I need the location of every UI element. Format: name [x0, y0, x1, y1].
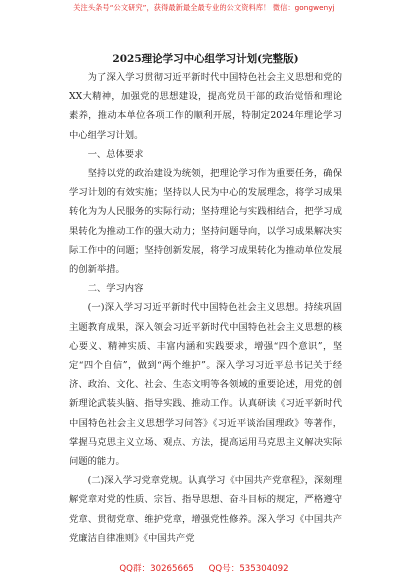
qq-number-text: QQ号：535304092 [208, 564, 289, 574]
section-heading-general-requirements: 一、总体要求 [87, 148, 144, 160]
document-body [69, 52, 342, 548]
intro-paragraph: 为了深入学习贯彻习近平新时代中国特色社会主义思想和党的XX大精神，加强党的思想建设，提高党员干部的政治觉悟和理论素养，推动本单位各项工作的顺利开展，特制定2024年理论学习中心组学习计划。 [69, 72, 342, 141]
general-requirements-paragraph: 坚持以党的政治建设为统领，把理论学习作为重要任务，确保学习计划的有效实施；坚持以人民为中心的发展理念，将学习成果转化为为人民服务的实际行动；坚持理论与实践相结合，把学习成果转化为推动工作的强大动力；坚持问题导向，以学习成果解决实际工作中的问题；坚持创新发展，将学习成果转化为推动单位发展的创新举措。 [69, 168, 342, 276]
bottom-contact-banner [0, 562, 408, 574]
section-heading-study-content: 二、学习内容 [87, 283, 144, 295]
qq-group-text: QQ群：30265665 [119, 564, 194, 574]
study-content-paragraph-2: (二)深入学习党章党规。认真学习《中国共产党章程》，深刻理解党章对党的性质、宗旨、指导思想、奋斗目标的规定，严格遵守党章、贯彻党章、维护党章，增强党性修养。深入学习《中国共产党廉洁自律准则》《中国共产党 [69, 475, 342, 544]
study-content-paragraph-1: (一)深入学习习近平新时代中国特色社会主义思想。持续巩固主题教育成果，深入领会习近平新时代中国特色社会主义思想的核心要义、精神实质、丰富内涵和实践要求，增强“四个意识”，坚定“四个自信”，做到“两个维护”。深入学习习近平总书记关于经济、政治、文化、社会、生态文明等各领域的重要论述，用党的创新理论武装头脑、指导实践、推动工作。认真研读《习近平新时代中国特色社会主义思想学习问答》《习近平谈治国理政》等著作，掌握马克思主义立场、观点、方法，提高运用马克思主义解决实际问题的能力。 [69, 302, 342, 468]
document-title: 2025理论学习中心组学习计划(完整版) [112, 53, 299, 65]
top-promo-banner: 关注头条号“公文研究”，获得最新最全最专业的公文资料库！ 微信：gongwenyj [73, 3, 335, 12]
